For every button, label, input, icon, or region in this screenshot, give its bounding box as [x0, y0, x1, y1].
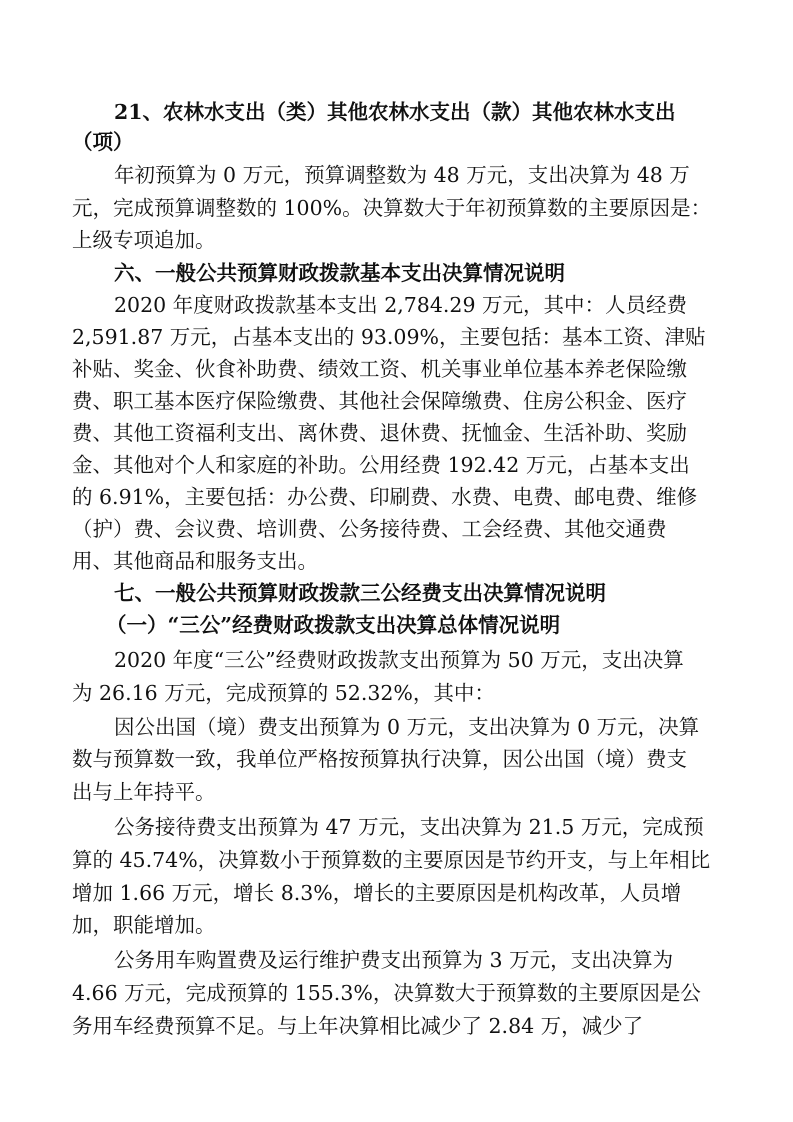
paragraph-line: 务用车经费预算不足。与上年决算相比减少了 2.84 万，减少了: [72, 1014, 644, 1038]
paragraph-line: 补贴、奖金、伙食补助费、绩效工资、机关事业单位基本养老保险缴: [72, 357, 687, 381]
paragraph-line: 数与预算数一致，我单位严格按预算执行决算，因公出国（境）费支: [72, 747, 687, 771]
paragraph-line: 的 6.91%，主要包括：办公费、印刷费、水费、电费、邮电费、维修: [72, 485, 698, 509]
paragraph-line: 年初预算为 0 万元，预算调整数为 48 万元，支出决算为 48 万: [114, 163, 690, 187]
paragraph-line: 金、其他对个人和家庭的补助。公用经费 192.42 万元，占基本支出: [72, 453, 690, 477]
paragraph-line: 2,591.87 万元，占基本支出的 93.09%，主要包括：基本工资、津贴: [72, 325, 706, 349]
paragraph-line: 费、职工基本医疗保险缴费、其他社会保障缴费、住房公积金、医疗: [72, 389, 687, 413]
paragraph-line: 4.66 万元，完成预算的 155.3%，决算数大于预算数的主要原因是公: [72, 981, 701, 1005]
paragraph-line: 算的 45.74%，决算数小于预算数的主要原因是节约开支，与上年相比: [72, 848, 711, 872]
paragraph-line: 因公出国（境）费支出预算为 0 万元，支出决算为 0 万元，决算: [114, 715, 700, 739]
paragraph-line: （护）费、会议费、培训费、公务接待费、工会经费、其他交通费: [72, 517, 667, 541]
paragraph-line: 2020 年度“三公”经费财政拨款支出预算为 50 万元，支出决算: [114, 648, 684, 672]
paragraph-line: 费、其他工资福利支出、离休费、退休费、抚恤金、生活补助、奖励: [72, 421, 687, 445]
paragraph-line: 上级专项追加。: [72, 228, 216, 252]
paragraph-line: 公务用车购置费及运行维护费支出预算为 3 万元，支出决算为: [114, 948, 674, 972]
section-21-heading-line-1: 21、农林水支出（类）其他农林水支出（款）其他农林水支出: [114, 100, 676, 124]
paragraph-line: 用、其他商品和服务支出。: [72, 549, 318, 573]
section-21-heading-line-2: （项）: [72, 130, 134, 154]
paragraph-line: 为 26.16 万元，完成预算的 52.32%，其中：: [72, 681, 495, 705]
paragraph-line: 出与上年持平。: [72, 780, 216, 804]
paragraph-line: 元，完成预算调整数的 100%。决算数大于年初预算数的主要原因是：: [72, 196, 712, 220]
section-7-subheading: （一）“三公”经费财政拨款支出决算总体情况说明: [106, 613, 561, 637]
paragraph-line: 公务接待费支出预算为 47 万元，支出决算为 21.5 万元，完成预: [114, 815, 704, 839]
section-7-heading: 七、一般公共预算财政拨款三公经费支出决算情况说明: [114, 581, 606, 605]
paragraph-line: 增加 1.66 万元，增长 8.3%，增长的主要原因是机构改革，人员增: [72, 881, 682, 905]
section-6-heading: 六、一般公共预算财政拨款基本支出决算情况说明: [114, 261, 565, 285]
paragraph-line: 加，职能增加。: [72, 913, 216, 937]
paragraph-line: 2020 年度财政拨款基本支出 2,784.29 万元，其中：人员经费: [114, 293, 688, 317]
